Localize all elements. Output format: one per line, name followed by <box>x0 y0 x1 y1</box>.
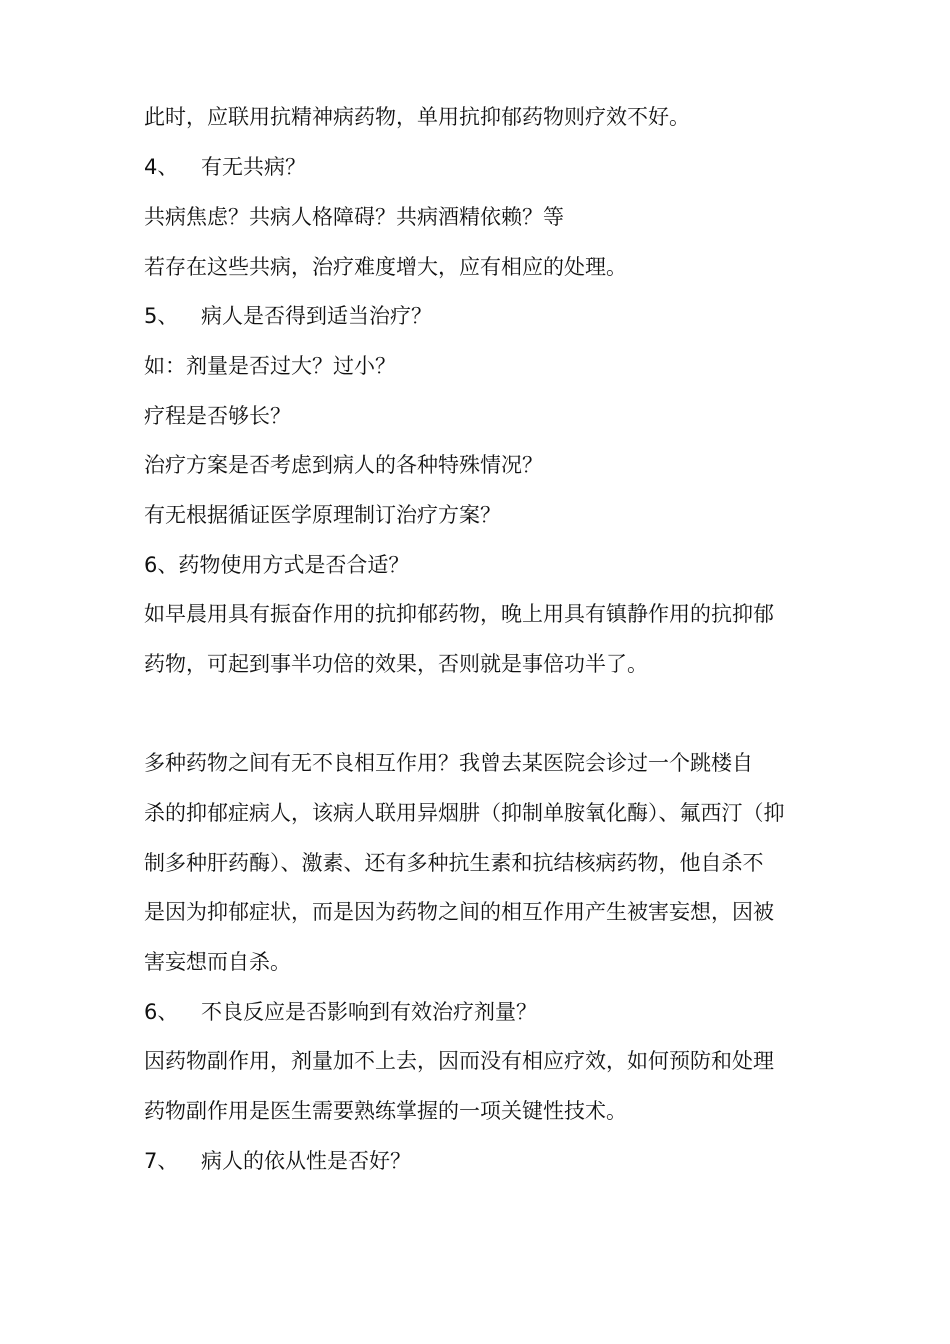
numbered-heading <box>144 153 306 181</box>
heading-number: 5、 <box>144 304 179 328</box>
text-line: 药物副作用是医生需要熟练掌握的一项关键性技术。 <box>144 1099 627 1123</box>
text-line: 治疗方案是否考虑到病人的各种特殊情况？ <box>144 453 543 477</box>
text-line: 若存在这些共病，治疗难度增大，应有相应的处理。 <box>144 255 627 279</box>
numbered-heading <box>144 998 537 1026</box>
text-line: 如早晨用具有振奋作用的抗抑郁药物，晚上用具有镇静作用的抗抑郁 <box>144 602 774 626</box>
text-line: 害妄想而自杀。 <box>144 950 291 974</box>
numbered-heading <box>144 1147 411 1175</box>
heading-number: 6、 <box>144 1000 179 1024</box>
numbered-heading <box>144 302 432 330</box>
text-line: 疗程是否够长？ <box>144 404 291 428</box>
text-line: 是因为抑郁症状，而是因为药物之间的相互作用产生被害妄想，因被 <box>144 900 774 924</box>
text-line: 制多种肝药酶）、激素、还有多种抗生素和抗结核病药物，他自杀不 <box>144 851 764 875</box>
text-line: 有无根据循证医学原理制订治疗方案？ <box>144 503 501 527</box>
heading-text: 有无共病？ <box>201 155 306 179</box>
heading-text: 病人的依从性是否好？ <box>201 1149 411 1173</box>
text-line: 如：剂量是否过大？过小？ <box>144 354 396 378</box>
text-line: 因药物副作用，剂量加不上去，因而没有相应疗效，如何预防和处理 <box>144 1049 774 1073</box>
text-line: 共病焦虑？共病人格障碍？共病酒精依赖？等 <box>144 205 564 229</box>
text-line: 此时，应联用抗精神病药物，单用抗抑郁药物则疗效不好。 <box>144 105 690 129</box>
heading-text: 病人是否得到适当治疗？ <box>201 304 432 328</box>
text-line: 6、药物使用方式是否合适？ <box>144 553 410 577</box>
heading-number: 7、 <box>144 1149 179 1173</box>
text-line: 多种药物之间有无不良相互作用？我曾去某医院会诊过一个跳楼自 <box>144 751 753 775</box>
heading-number: 4、 <box>144 155 179 179</box>
text-line: 杀的抑郁症病人，该病人联用异烟肼（抑制单胺氧化酶）、氟西汀（抑 <box>144 801 785 825</box>
heading-text: 不良反应是否影响到有效治疗剂量？ <box>201 1000 537 1024</box>
text-line: 药物，可起到事半功倍的效果，否则就是事倍功半了。 <box>144 652 648 676</box>
